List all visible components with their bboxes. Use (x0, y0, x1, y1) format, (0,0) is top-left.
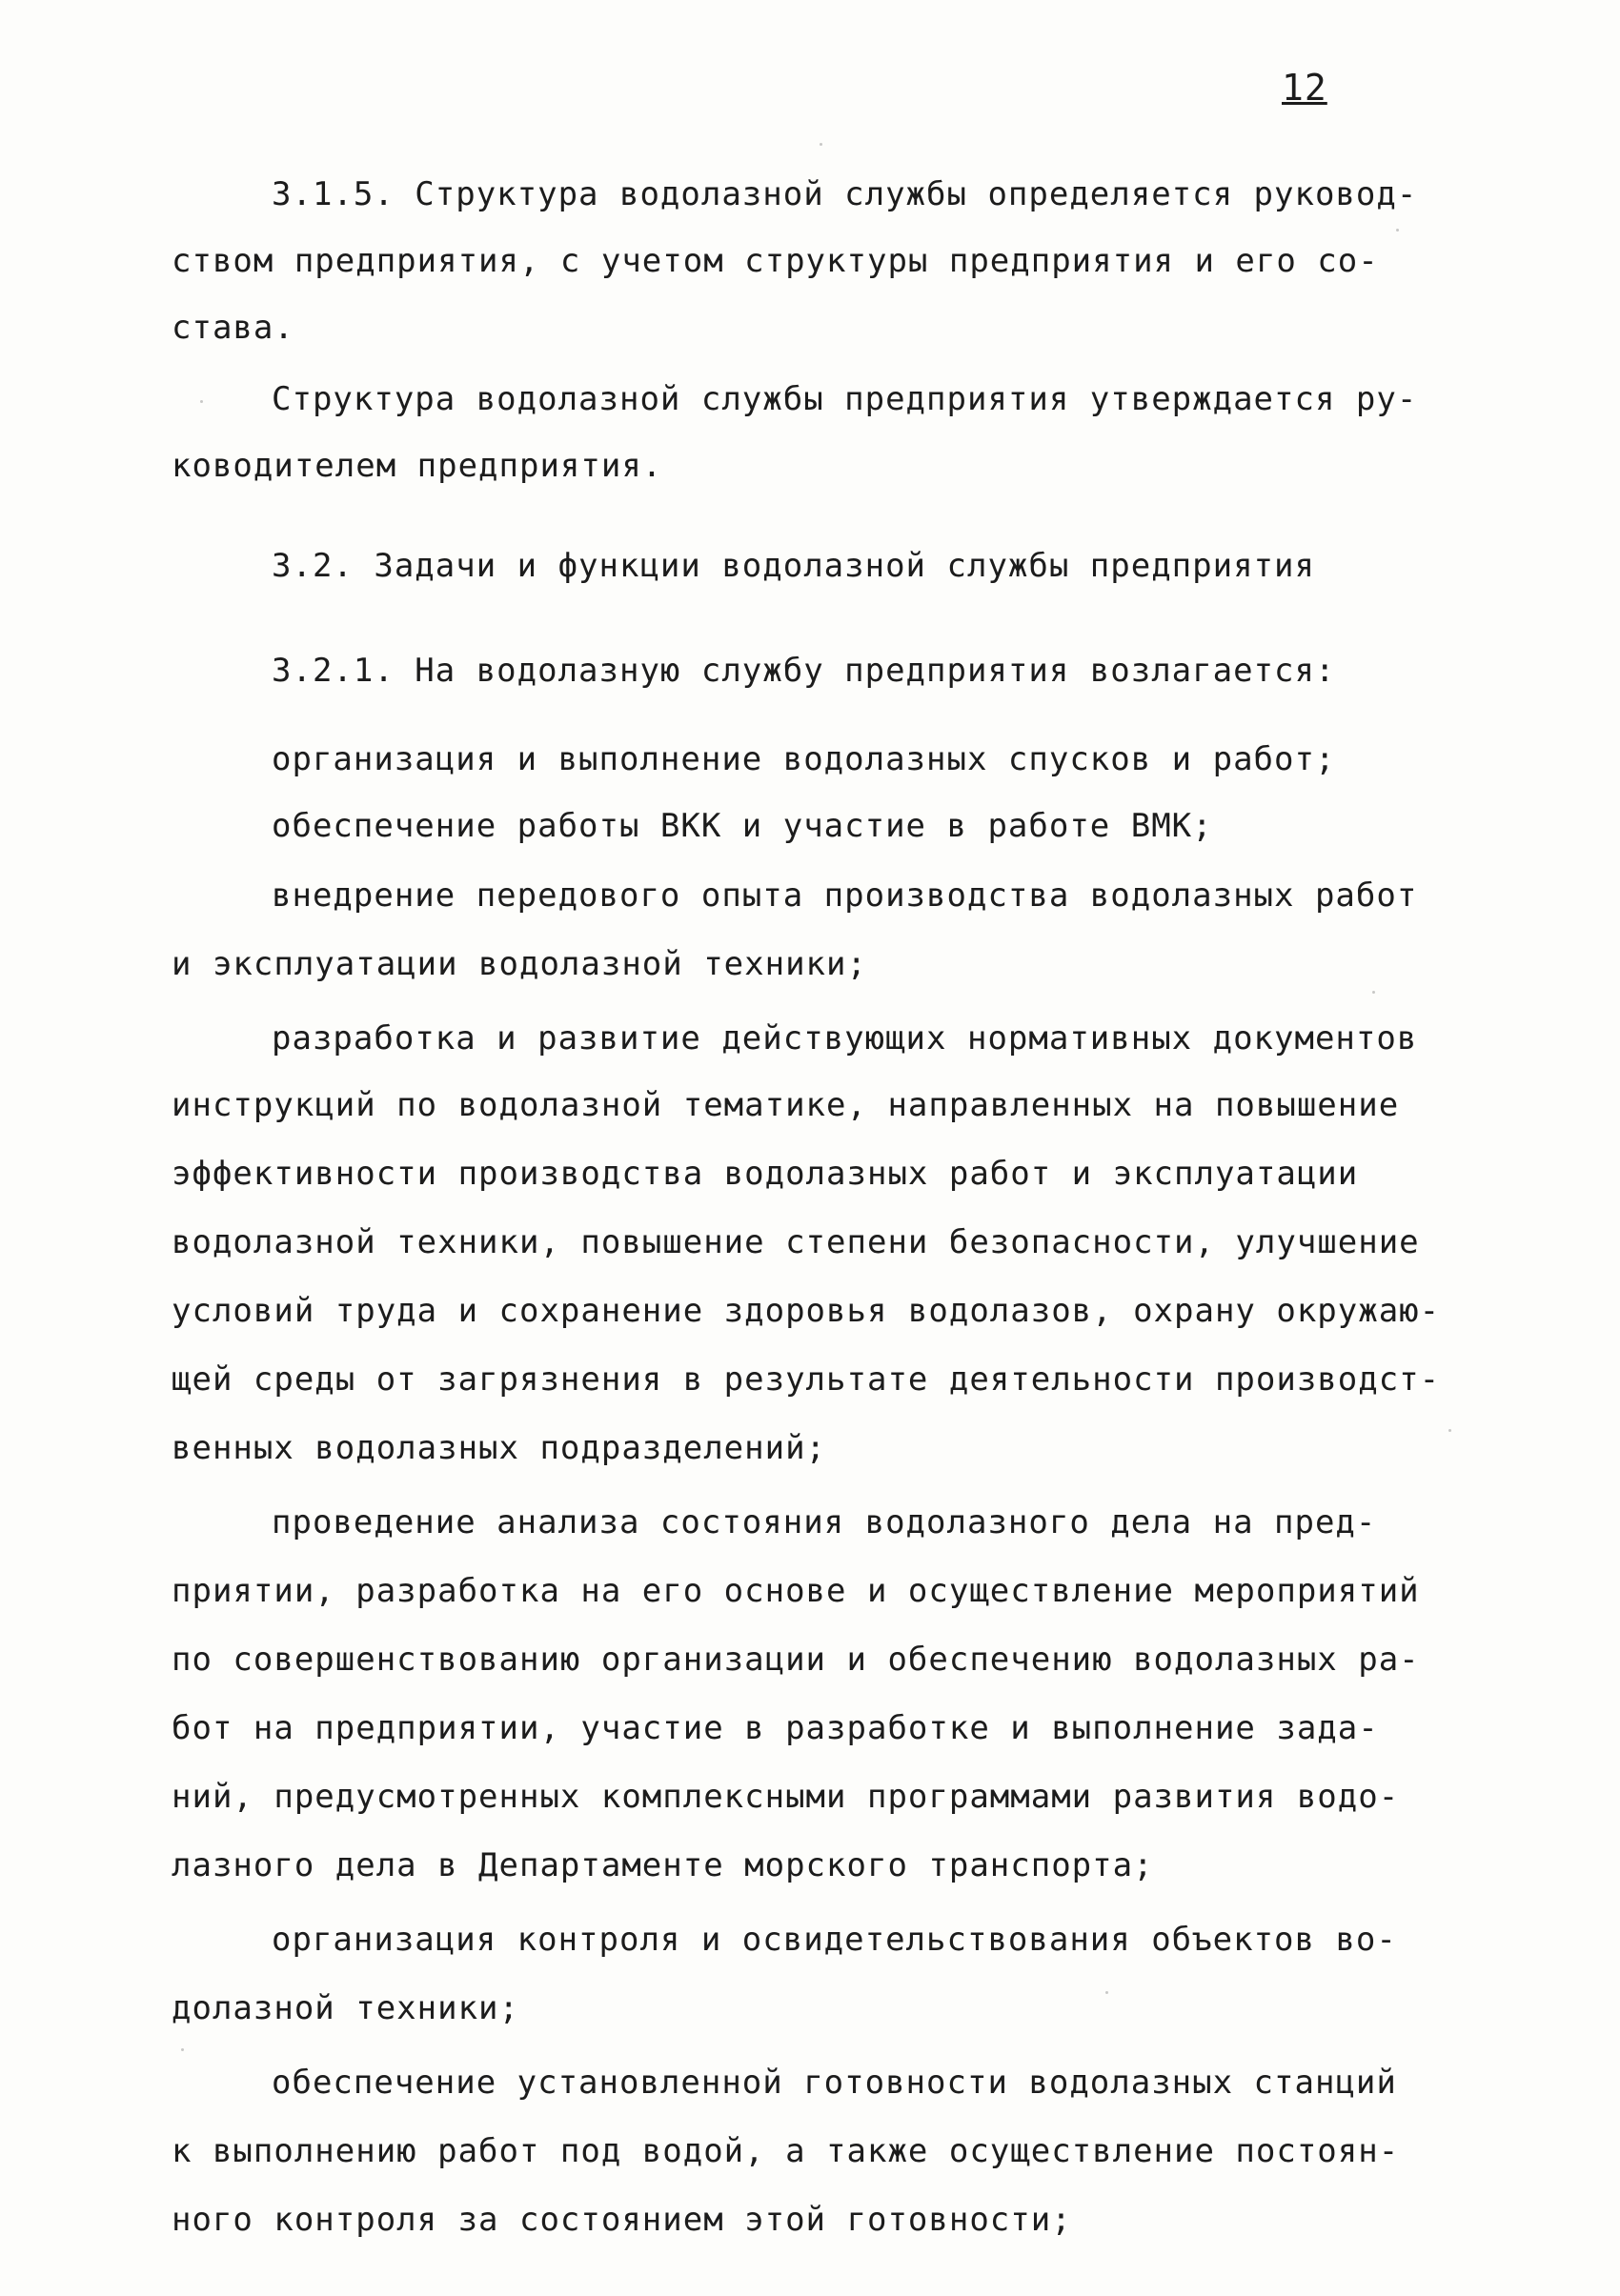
list-item-line: по совершенствованию организации и обеспечению водолазных ра- (172, 1641, 1420, 1679)
list-item-line: лазного дела в Департаменте морского транспорта; (172, 1846, 1154, 1884)
list-item-line: бот на предприятии, участие в разработке и выполнение зада- (172, 1709, 1379, 1747)
list-item-line: долазной техники; (172, 1989, 519, 2027)
paragraph-line: ководителем предприятия. (172, 447, 663, 485)
scan-speck (181, 2048, 184, 2051)
paragraph-line: става. (172, 309, 294, 347)
paragraph-line: ством предприятия, с учетом структуры предприятия и его со- (172, 242, 1379, 280)
paragraph-line: 3.2.1. На водолазную службу предприятия возлагается: (272, 652, 1336, 690)
list-item-line: и эксплуатации водолазной техники; (172, 945, 867, 983)
scan-speck (1372, 991, 1375, 994)
list-item-line: организация и выполнение водолазных спусков и работ; (272, 740, 1336, 778)
scan-speck (820, 143, 822, 146)
list-item-line: эффективности производства водолазных работ и эксплуатации (172, 1155, 1359, 1193)
list-item-line: условий труда и сохранение здоровья водолазов, охрану окружаю- (172, 1292, 1441, 1330)
scan-speck (200, 400, 203, 403)
scan-speck (1396, 229, 1399, 232)
list-item-line: щей среды от загрязнения в результате деятельности производст- (172, 1360, 1441, 1399)
scan-speck (1105, 1991, 1108, 1994)
list-item-line: ного контроля за состоянием этой готовности; (172, 2201, 1072, 2239)
list-item-line: приятии, разработка на его основе и осуществление мероприятий (172, 1572, 1420, 1610)
list-item-line: внедрение передового опыта производства водолазных работ (272, 876, 1418, 915)
paragraph-line: Структура водолазной службы предприятия утверждается ру- (272, 380, 1418, 418)
list-item-line: организация контроля и освидетельствования объектов во- (272, 1921, 1397, 1959)
list-item-line: к выполнению работ под водой, а также осуществление постоян- (172, 2132, 1400, 2170)
list-item-line: разработка и развитие действующих нормативных документов (272, 1019, 1418, 1057)
list-item-line: обеспечение работы ВКК и участие в работе ВМК; (272, 807, 1213, 845)
list-item-line: инструкций по водолазной тематике, направленных на повышение (172, 1086, 1400, 1124)
scan-speck (1448, 1429, 1451, 1432)
paragraph-line: 3.1.5. Структура водолазной службы определяется руковод- (272, 175, 1418, 213)
list-item-line: ний, предусмотренных комплексными программами развития водо- (172, 1778, 1400, 1816)
section-heading: 3.2. Задачи и функции водолазной службы предприятия (272, 547, 1315, 585)
list-item-line: венных водолазных подразделений; (172, 1429, 827, 1467)
list-item-line: проведение анализа состояния водолазного дела на пред- (272, 1503, 1377, 1541)
list-item-line: водолазной техники, повышение степени безопасности, улучшение (172, 1223, 1420, 1261)
page-number: 12 (1282, 67, 1327, 109)
list-item-line: обеспечение установленной готовности водолазных станций (272, 2064, 1397, 2102)
